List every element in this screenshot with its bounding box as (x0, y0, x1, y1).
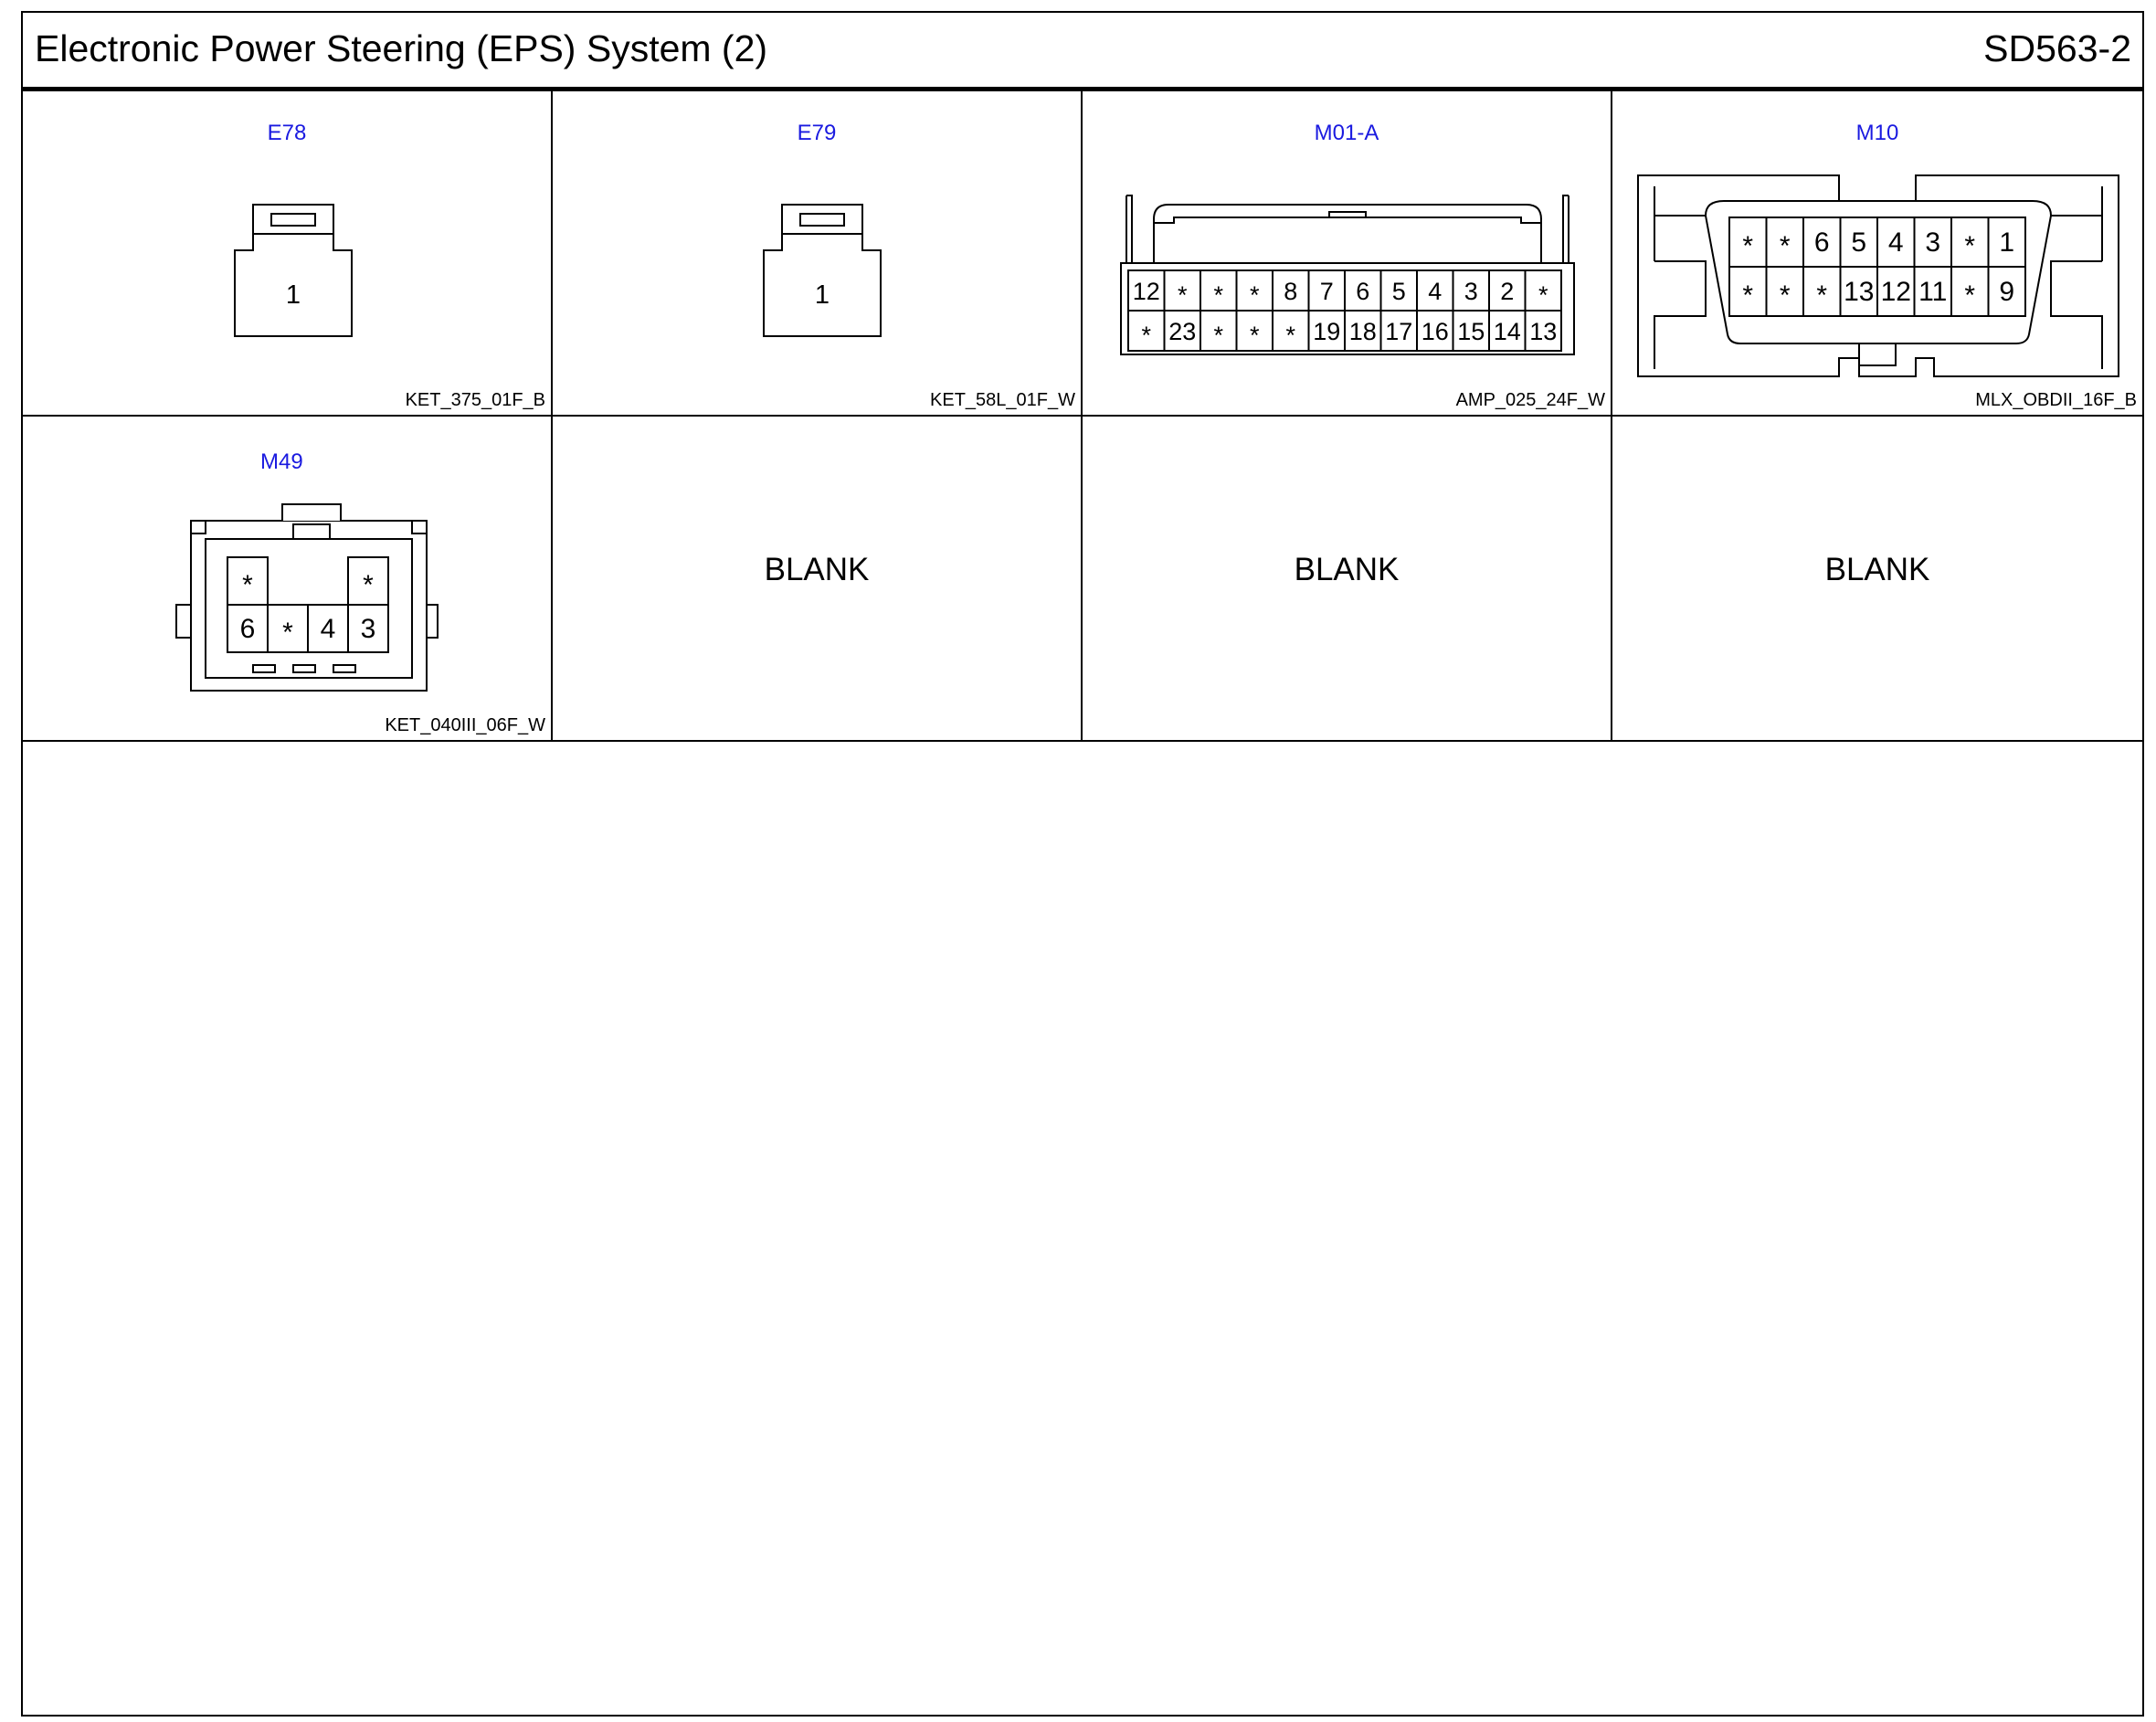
part-number: AMP_025_24F_W (1455, 390, 1605, 410)
connector-diagram-m49 (165, 502, 430, 694)
empty-pin-mark: * (1213, 281, 1224, 309)
empty-pin-mark: * (1177, 281, 1188, 309)
pin-label: 9 (1999, 277, 2015, 307)
connector-cell-m01-a (1083, 91, 1612, 417)
pin-label: 4 (1887, 227, 1904, 258)
pin-label: 13 (1844, 277, 1875, 307)
pin-label: 2 (1500, 278, 1515, 305)
pin-label: 5 (1851, 227, 1867, 258)
empty-pin-mark: * (1285, 322, 1296, 349)
blank-label: BLANK (1824, 552, 1930, 587)
pin-grid (1128, 270, 1561, 351)
pin-label: 18 (1348, 318, 1377, 345)
empty-pin-mark: * (1779, 231, 1791, 261)
empty-pin-mark: * (282, 618, 293, 648)
pin-label: 7 (1319, 278, 1334, 305)
empty-pin-mark: * (1141, 322, 1152, 349)
connector-diagram-e79 (760, 203, 884, 340)
empty-pin-mark: * (1249, 281, 1260, 309)
empty-pin-mark: * (1964, 280, 1976, 311)
empty-pin-mark: * (1964, 231, 1976, 261)
empty-pin-mark: * (242, 570, 253, 600)
pin-label: 17 (1385, 318, 1413, 345)
empty-pin-mark: * (363, 570, 374, 600)
connector-diagram-m10 (1636, 161, 2120, 398)
connector-id: M01-A (1314, 121, 1379, 145)
pin-label: 14 (1493, 318, 1521, 345)
pin-label: 6 (1813, 227, 1830, 258)
empty-pin-mark: * (1779, 280, 1791, 311)
pin-label: 3 (360, 614, 376, 644)
pin-label: 11 (1918, 277, 1948, 307)
pin-label: 19 (1313, 318, 1341, 345)
connector-id: E78 (267, 121, 307, 145)
pin-label: 12 (1880, 277, 1911, 307)
pin-label: 6 (1356, 278, 1370, 305)
connector-id: E79 (797, 121, 837, 145)
connector-diagram-m01-a (1119, 192, 1576, 356)
pin-label: 6 (239, 614, 256, 644)
sheet-header (23, 13, 2142, 91)
empty-pin-mark: * (1816, 280, 1828, 311)
pin-label: 1 (285, 280, 301, 310)
pin-label: 3 (1464, 278, 1478, 305)
blank-label: BLANK (1294, 552, 1400, 587)
pin-label: 12 (1132, 278, 1160, 305)
sheet-code: SD563-2 (1983, 27, 2131, 69)
blank-cell (1612, 417, 2142, 742)
connector-diagram-e78 (231, 203, 355, 340)
pin-label: 1 (1999, 227, 2015, 258)
part-number: KET_58L_01F_W (930, 390, 1075, 410)
sheet-frame (21, 11, 2144, 1717)
connector-cell-m10 (1612, 91, 2142, 417)
empty-pin-mark: * (1742, 231, 1754, 261)
connector-cell-e79 (553, 91, 1083, 417)
connector-cell-e78 (23, 91, 553, 417)
part-number: KET_375_01F_B (405, 390, 545, 410)
part-number: MLX_OBDII_16F_B (1975, 390, 2137, 410)
pin-label: 8 (1284, 278, 1298, 305)
connector-id: M49 (260, 449, 303, 474)
pin-label: 3 (1925, 227, 1941, 258)
pin-label: 4 (1428, 278, 1443, 305)
pin-label: 1 (814, 280, 830, 310)
pin-label: 16 (1421, 318, 1449, 345)
empty-pin-mark: * (1538, 281, 1548, 309)
sheet-title: Electronic Power Steering (EPS) System (2) (35, 27, 768, 69)
connector-id: M10 (1855, 121, 1899, 145)
empty-pin-mark: * (1249, 322, 1260, 349)
part-number: KET_040III_06F_W (385, 715, 545, 735)
blank-cell (553, 417, 1083, 742)
blank-cell (1083, 417, 1612, 742)
blank-label: BLANK (764, 552, 870, 587)
empty-pin-mark: * (1742, 280, 1754, 311)
connector-cell-m49 (23, 417, 553, 742)
pin-label: 23 (1168, 318, 1197, 345)
pin-grid (1729, 217, 2025, 316)
empty-pin-mark: * (1213, 322, 1224, 349)
pin-label: 5 (1391, 278, 1406, 305)
pin-label: 15 (1457, 318, 1485, 345)
pin-label: 13 (1529, 318, 1558, 345)
pin-label: 4 (320, 614, 336, 644)
